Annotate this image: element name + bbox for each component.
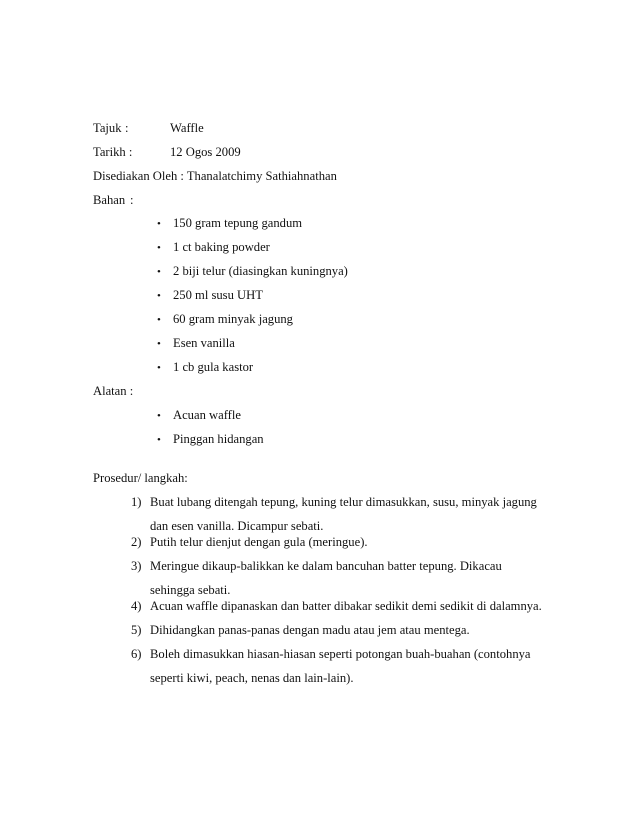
list-item: [157, 359, 253, 376]
ingredient-text: 1 cb gula kastor: [173, 360, 254, 374]
tajuk-value: Waffle: [170, 121, 204, 135]
bullet-icon: •: [157, 338, 161, 350]
bullet-icon: •: [157, 362, 161, 374]
prosedur-label: Prosedur/ langkah:: [93, 471, 188, 485]
step-number: 1): [131, 495, 142, 509]
step-text: Dihidangkan panas-panas dengan madu atau jem atau mentega.: [150, 623, 470, 637]
list-item: [157, 407, 241, 424]
ingredient-text: 60 gram minyak jagung: [173, 312, 293, 326]
step-number: 4): [131, 599, 142, 613]
tarikh-value: 12 Ogos 2009: [170, 145, 241, 159]
equipment-text: Acuan waffle: [173, 408, 241, 422]
list-item: [157, 431, 264, 448]
ingredient-text: 2 biji telur (diasingkan kuningnya): [173, 264, 348, 278]
bullet-icon: •: [157, 218, 161, 230]
step-text: Putih telur dienjut dengan gula (meringue).: [150, 535, 368, 549]
ingredient-text: 150 gram tepung gandum: [173, 216, 303, 230]
bahan-colon: :: [130, 193, 134, 207]
bahan-label: Bahan: [93, 193, 126, 207]
tajuk-colon: :: [125, 121, 129, 135]
step-number: 3): [131, 559, 142, 573]
list-item: [157, 239, 270, 256]
list-item: [157, 335, 235, 352]
step-text: Acuan waffle dipanaskan dan batter dibakar sedikit demi sedikit di dalamnya.: [150, 599, 542, 613]
ingredient-text: 1 ct baking powder: [173, 240, 270, 254]
alatan-label: Alatan :: [93, 384, 134, 398]
ingredient-text: Esen vanilla: [173, 336, 235, 350]
step-text: Boleh dimasukkan hiasan-hiasan seperti potongan buah-buahan (contohnya: [150, 647, 531, 661]
step-text-continued: sehingga sebati.: [150, 583, 231, 597]
step-text-continued: seperti kiwi, peach, nenas dan lain-lain).: [150, 671, 354, 685]
tajuk-label: Tajuk: [93, 121, 122, 135]
bullet-icon: •: [157, 242, 161, 254]
step-text: Buat lubang ditengah tepung, kuning telur dimasukkan, susu, minyak jagung: [150, 495, 537, 509]
prepared-by: Disediakan Oleh : Thanalatchimy Sathiahnathan: [93, 169, 337, 183]
ingredient-text: 250 ml susu UHT: [173, 288, 263, 302]
equipment-text: Pinggan hidangan: [173, 432, 264, 446]
step-number: 2): [131, 535, 142, 549]
step-number: 5): [131, 623, 142, 637]
bullet-icon: •: [157, 410, 161, 422]
list-item: [157, 263, 348, 280]
list-item: [157, 215, 302, 232]
bullet-icon: •: [157, 290, 161, 302]
step-text-continued: dan esen vanilla. Dicampur sebati.: [150, 519, 324, 533]
step-text: Meringue dikaup-balikkan ke dalam bancuhan batter tepung. Dikacau: [150, 559, 502, 573]
step-number: 6): [131, 647, 142, 661]
bullet-icon: •: [157, 266, 161, 278]
bullet-icon: •: [157, 434, 161, 446]
tarikh-label: Tarikh :: [93, 145, 133, 159]
list-item: [157, 311, 293, 328]
list-item: [157, 287, 263, 304]
bullet-icon: •: [157, 314, 161, 326]
